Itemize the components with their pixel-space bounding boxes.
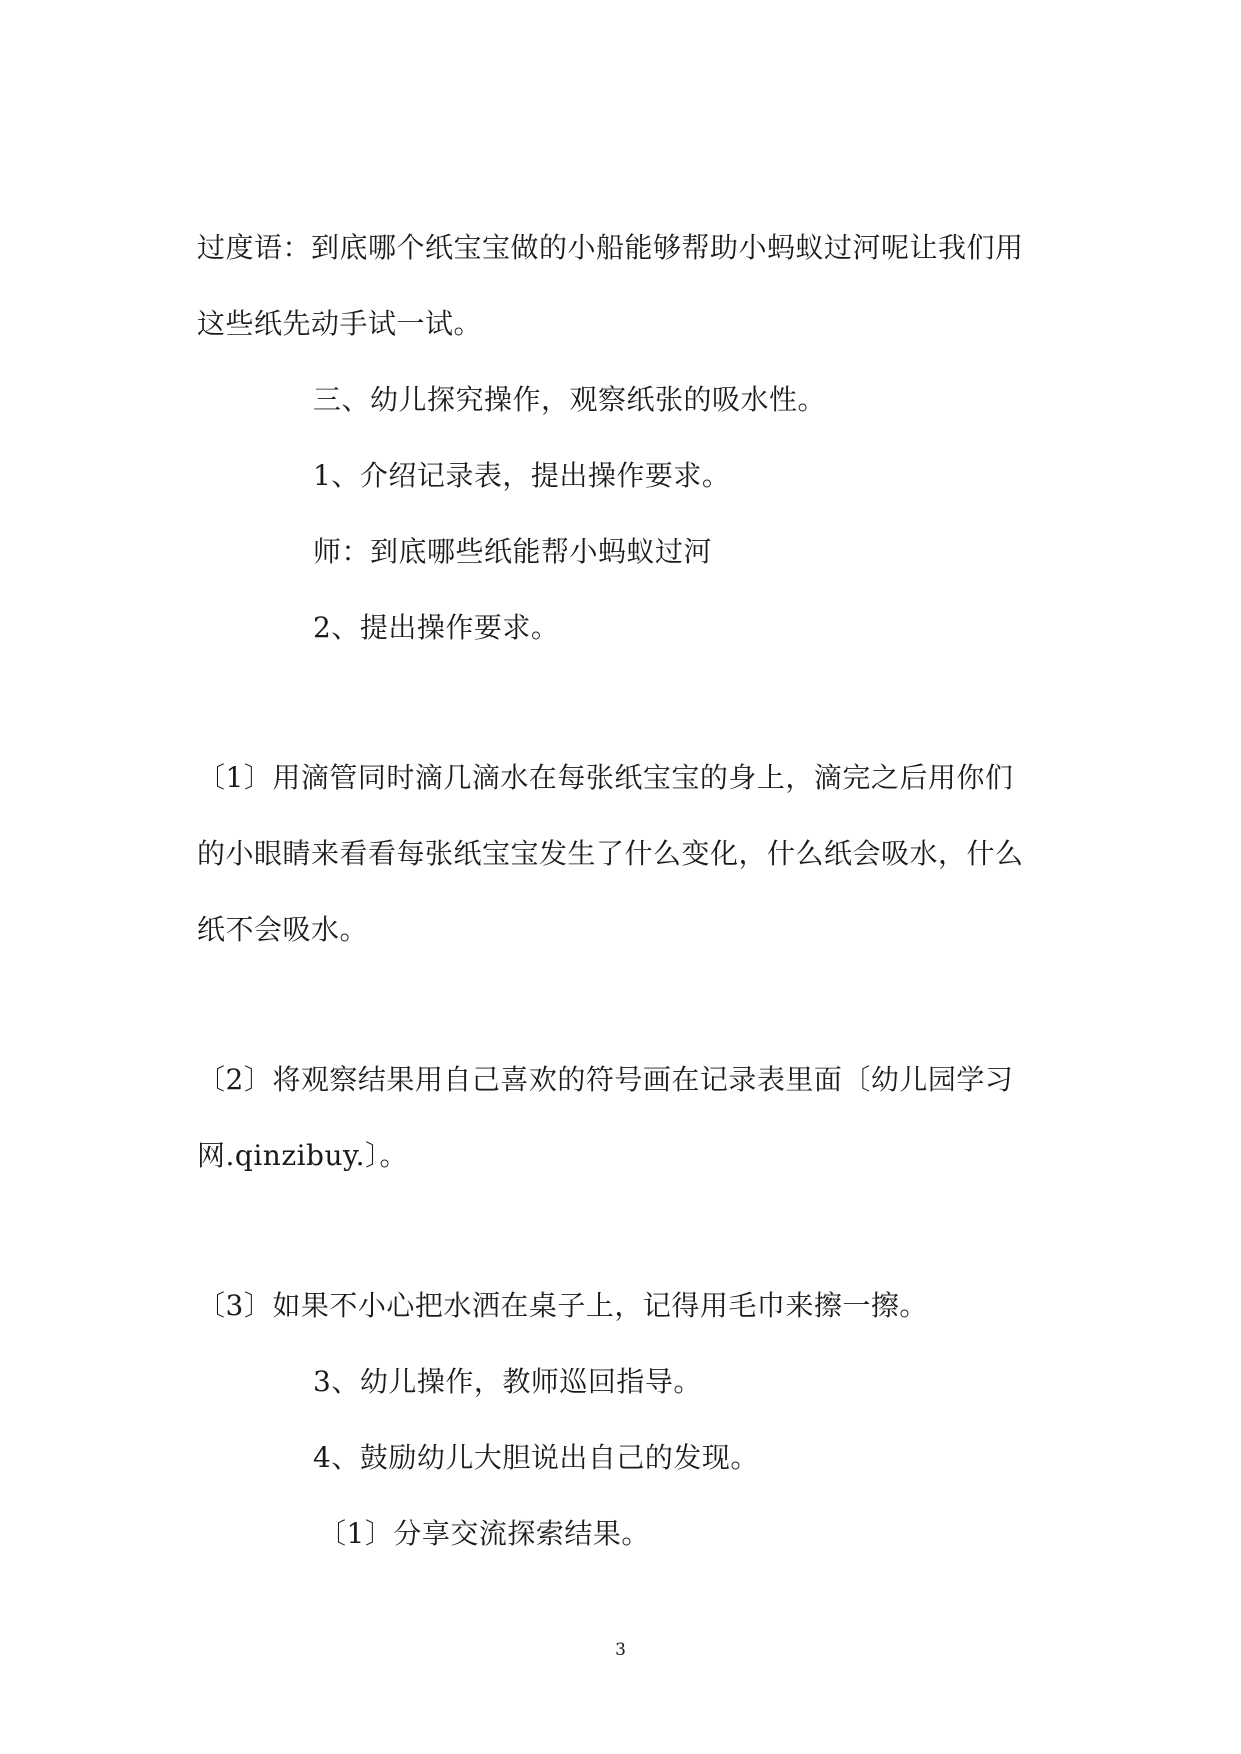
paragraph-line: 纸不会吸水。 xyxy=(197,913,369,946)
paragraph-line: 的小眼睛来看看每张纸宝宝发生了什么变化，什么纸会吸水，什么 xyxy=(197,837,1024,870)
list-item: 〔3〕如果不小心把水洒在桌子上，记得用毛巾来擦一擦。 xyxy=(197,1289,928,1322)
list-item: 2、提出操作要求。 xyxy=(313,611,560,644)
page-number: 3 xyxy=(615,1640,626,1660)
list-item: 3、幼儿操作，教师巡回指导。 xyxy=(313,1365,702,1398)
list-item: 1、介绍记录表，提出操作要求。 xyxy=(313,459,731,492)
paragraph-line: 过度语：到底哪个纸宝宝做的小船能够帮助小蚂蚁过河呢让我们用 xyxy=(197,231,1024,264)
paragraph-line: 师：到底哪些纸能帮小蚂蚁过河 xyxy=(313,535,713,568)
section-heading: 三、幼儿探究操作，观察纸张的吸水性。 xyxy=(313,383,827,416)
list-item: 〔1〕分享交流探索结果。 xyxy=(318,1517,650,1550)
list-item: 4、鼓励幼儿大胆说出自己的发现。 xyxy=(313,1441,759,1474)
list-item: 〔1〕用滴管同时滴几滴水在每张纸宝宝的身上，滴完之后用你们 xyxy=(197,761,1014,794)
list-item: 〔2〕将观察结果用自己喜欢的符号画在记录表里面〔幼儿园学习 xyxy=(197,1063,1014,1096)
paragraph-line: 这些纸先动手试一试。 xyxy=(197,307,483,340)
paragraph-line: 网.qinzibuy.〕。 xyxy=(197,1139,408,1172)
